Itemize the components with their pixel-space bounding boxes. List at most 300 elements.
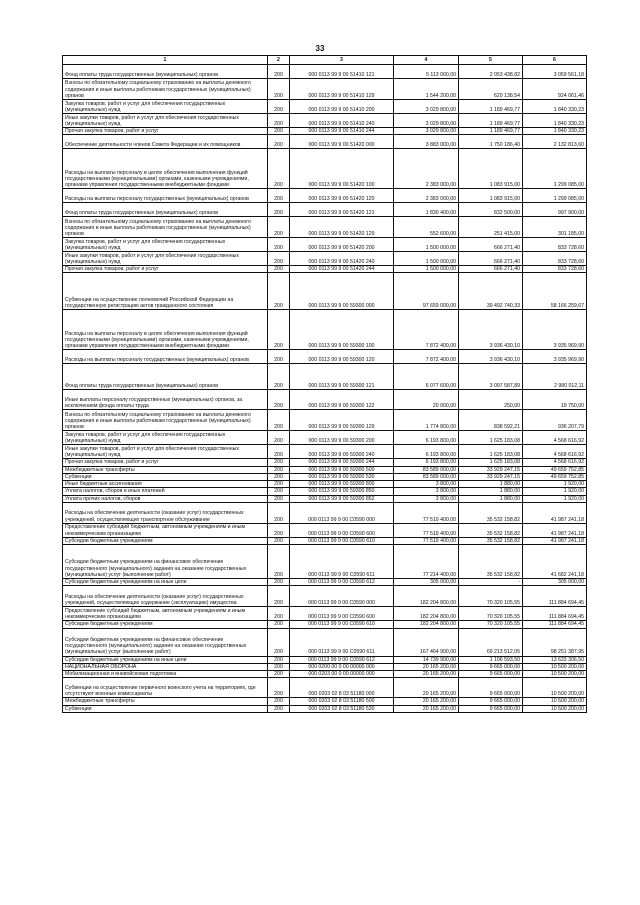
budget-classification-code-cell: 000 0113 99 9 00 51410 200 [290, 100, 394, 114]
line-code-cell: 200 [268, 481, 290, 488]
approved-amount-cell: 3 800,00 [394, 488, 459, 495]
table-row [63, 466, 587, 473]
table-row [63, 445, 587, 459]
budget-classification-code-cell: 000 0113 99 9 00 С0590 600 [290, 607, 394, 621]
approved-amount-cell: 182 204 800,00 [394, 586, 459, 607]
expense-name-cell: Расходы на выплаты персоналу в целях обеспечения выполнения функций государственными (муниципальными) органами, казенными учреждениями, органами управления государственными внебюджетными фондами [63, 149, 268, 189]
executed-amount-cell: 1 750 186,40 [459, 135, 523, 149]
approved-amount-cell: 77 519 400,00 [394, 502, 459, 523]
table-row [63, 628, 587, 656]
unexecuted-amount-cell: 1 840 330,23 [523, 100, 587, 114]
executed-amount-cell: 3 936 430,10 [459, 350, 523, 364]
unexecuted-amount-cell: 1 299 085,00 [523, 189, 587, 203]
executed-amount-cell: 3 936 430,10 [459, 310, 523, 350]
table-row [63, 663, 587, 670]
expense-name-cell: Субсидии бюджетным учреждениям [63, 537, 268, 544]
expense-name-cell: Иные закупки товаров, работ и услуг для обеспечения государственных (муниципальных) нужд [63, 445, 268, 459]
unexecuted-amount-cell: 4 568 616,92 [523, 431, 587, 445]
executed-amount-cell: 1 625 183,08 [459, 445, 523, 459]
executed-amount-cell: 2 053 438,82 [459, 65, 523, 79]
approved-amount-cell: 3 883 000,00 [394, 135, 459, 149]
budget-classification-code-cell: 000 0113 99 9 00 59300 244 [290, 459, 394, 466]
executed-amount-cell: 1 625 183,08 [459, 459, 523, 466]
unexecuted-amount-cell: 10 500 200,00 [523, 678, 587, 698]
executed-amount-cell: 666 271,40 [459, 266, 523, 273]
executed-amount-cell: 9 665 000,00 [459, 705, 523, 712]
budget-classification-code-cell: 000 0113 99 9 00 51420 000 [290, 135, 394, 149]
approved-amount-cell: 1 774 800,00 [394, 410, 459, 431]
budget-classification-code-cell: 000 0113 99 9 00 59300 500 [290, 466, 394, 473]
table-row [63, 410, 587, 431]
table-row [63, 238, 587, 252]
table-row [63, 266, 587, 273]
unexecuted-amount-cell: 1 840 330,23 [523, 114, 587, 128]
expense-name-cell: Прочая закупка товаров, работ и услуг [63, 128, 268, 135]
executed-amount-cell: 35 532 158,82 [459, 537, 523, 544]
expense-name-cell: Расходы на выплаты персоналу в целях обеспечения выполнения функций государственными (муниципальными) органами, казенными учреждениями, органами управления государственными внебюджетными фондами [63, 310, 268, 350]
budget-classification-code-cell: 000 0113 99 9 00 С0590 611 [290, 545, 394, 579]
approved-amount-cell: 20 165 200,00 [394, 698, 459, 705]
line-code-cell: 200 [268, 628, 290, 656]
approved-amount-cell: 305 000,00 [394, 579, 459, 586]
table-row [63, 135, 587, 149]
expense-name-cell: Обеспечение деятельности членов Совета Федерации и их помощников [63, 135, 268, 149]
line-code-cell: 200 [268, 217, 290, 238]
expense-name-cell: Взносы по обязательному социальному страхованию на выплаты денежного содержания и иные выплаты работникам государственных (муниципальных) органов [63, 217, 268, 238]
expense-name-cell: Субсидии бюджетным учреждениям на иные цели [63, 656, 268, 663]
line-code-cell: 200 [268, 390, 290, 410]
table-row [63, 621, 587, 628]
table-row [63, 671, 587, 678]
expense-name-cell: Субвенции на осуществление полномочий Российской Федерации на государственную регистрацию актов гражданского состояния [63, 273, 268, 310]
line-code-cell: 200 [268, 266, 290, 273]
table-row [63, 698, 587, 705]
line-code-cell: 200 [268, 671, 290, 678]
executed-amount-cell: 1 106 593,50 [459, 656, 523, 663]
executed-amount-cell: 35 532 158,82 [459, 545, 523, 579]
expense-name-cell: Иные выплаты персоналу государственных (муниципальных) органов, за исключением фонда оплаты труда [63, 390, 268, 410]
line-code-cell: 200 [268, 495, 290, 502]
table-row [63, 705, 587, 712]
line-code-cell: 200 [268, 79, 290, 100]
executed-amount-cell: 70 320 105,55 [459, 586, 523, 607]
approved-amount-cell: 182 204 800,00 [394, 621, 459, 628]
unexecuted-amount-cell: 4 568 616,92 [523, 445, 587, 459]
unexecuted-amount-cell: 1 920,00 [523, 481, 587, 488]
line-code-cell: 200 [268, 128, 290, 135]
approved-amount-cell: 6 077 600,00 [394, 364, 459, 390]
table-row [63, 217, 587, 238]
approved-amount-cell: 3 800,00 [394, 495, 459, 502]
line-code-cell: 200 [268, 579, 290, 586]
line-code-cell: 200 [268, 445, 290, 459]
executed-amount-cell: 1 083 915,00 [459, 149, 523, 189]
approved-amount-cell: 182 204 800,00 [394, 607, 459, 621]
expense-name-cell: Прочая закупка товаров, работ и услуг [63, 459, 268, 466]
executed-amount-cell: 9 665 000,00 [459, 698, 523, 705]
budget-classification-code-cell: 000 0113 99 9 00 51420 121 [290, 203, 394, 217]
executed-amount-cell: 250,00 [459, 390, 523, 410]
unexecuted-amount-cell: 2 980 012,11 [523, 364, 587, 390]
executed-amount-cell: 1 083 915,00 [459, 189, 523, 203]
unexecuted-amount-cell: 833 728,60 [523, 252, 587, 266]
expense-name-cell: Расходы на выплаты персоналу государственных (муниципальных) органов [63, 350, 268, 364]
unexecuted-amount-cell: 10 500 200,00 [523, 663, 587, 670]
header-cell: 3 [290, 56, 394, 65]
expense-name-cell: Закупка товаров, работ и услуг для обеспечения государственных (муниципальных) нужд [63, 238, 268, 252]
approved-amount-cell: 1 544 200,00 [394, 79, 459, 100]
budget-classification-code-cell: 000 0113 99 9 00 59300 000 [290, 273, 394, 310]
unexecuted-amount-cell: 49 659 752,85 [523, 466, 587, 473]
expense-name-cell: Иные закупки товаров, работ и услуг для обеспечения государственных (муниципальных) нужд [63, 252, 268, 266]
line-code-cell: 200 [268, 663, 290, 670]
table-row [63, 656, 587, 663]
approved-amount-cell: 7 872 400,00 [394, 350, 459, 364]
executed-amount-cell: 39 492 740,33 [459, 273, 523, 310]
expense-name-cell: Мобилизационная и вневойсковая подготовка [63, 671, 268, 678]
executed-amount-cell: 1 189 469,77 [459, 100, 523, 114]
unexecuted-amount-cell: 936 207,79 [523, 410, 587, 431]
line-code-cell: 200 [268, 656, 290, 663]
line-code-cell: 200 [268, 545, 290, 579]
table-row [63, 149, 587, 189]
expense-name-cell: Межбюджетные трансферты [63, 698, 268, 705]
budget-classification-code-cell: 000 0203 02 8 03 51180 500 [290, 698, 394, 705]
unexecuted-amount-cell: 1 840 330,23 [523, 128, 587, 135]
budget-classification-code-cell: 000 0113 99 9 00 59300 122 [290, 390, 394, 410]
budget-classification-code-cell: 000 0113 99 9 00 51410 121 [290, 65, 394, 79]
approved-amount-cell: 1 500 000,00 [394, 266, 459, 273]
executed-amount-cell: 1 880,00 [459, 488, 523, 495]
unexecuted-amount-cell: 10 500 200,00 [523, 698, 587, 705]
approved-amount-cell: 3 029 800,00 [394, 128, 459, 135]
budget-classification-code-cell: 000 0113 99 9 00 59300 121 [290, 364, 394, 390]
table-row [63, 586, 587, 607]
approved-amount-cell: 20 165 200,00 [394, 663, 459, 670]
budget-classification-code-cell: 000 0113 99 9 00 51420 120 [290, 189, 394, 203]
line-code-cell: 200 [268, 149, 290, 189]
unexecuted-amount-cell: 3 935 969,90 [523, 310, 587, 350]
line-code-cell: 200 [268, 698, 290, 705]
expense-name-cell: Расходы на обеспечение деятельности (оказание услуг) государственных учреждений, осуществляющих транспортное обслуживание [63, 502, 268, 523]
budget-classification-code-cell: 000 0113 99 9 00 С0590 610 [290, 621, 394, 628]
budget-execution-table [62, 55, 587, 713]
unexecuted-amount-cell: 41 987 241,18 [523, 502, 587, 523]
table-row [63, 431, 587, 445]
line-code-cell: 200 [268, 537, 290, 544]
executed-amount-cell: 838 592,21 [459, 410, 523, 431]
table-row [63, 607, 587, 621]
budget-classification-code-cell: 000 0113 99 9 00 51420 200 [290, 238, 394, 252]
budget-classification-code-cell: 000 0113 99 9 00 59300 800 [290, 481, 394, 488]
unexecuted-amount-cell: 833 728,60 [523, 238, 587, 252]
expense-name-cell: Иные бюджетные ассигнования [63, 481, 268, 488]
table-row [63, 473, 587, 480]
executed-amount-cell: 35 532 158,82 [459, 523, 523, 537]
budget-classification-code-cell: 000 0113 99 9 00 51420 129 [290, 217, 394, 238]
expense-name-cell: НАЦИОНАЛЬНАЯ ОБОРОНА [63, 663, 268, 670]
unexecuted-amount-cell: 997 900,00 [523, 203, 587, 217]
table-row [63, 310, 587, 350]
expense-name-cell: Субсидии бюджетным учреждениям на иные цели [63, 579, 268, 586]
budget-classification-code-cell: 000 0203 02 8 03 51180 530 [290, 705, 394, 712]
line-code-cell: 200 [268, 523, 290, 537]
executed-amount-cell: 9 665 000,00 [459, 678, 523, 698]
executed-amount-cell: 620 138,54 [459, 79, 523, 100]
line-code-cell: 200 [268, 135, 290, 149]
approved-amount-cell: 97 659 000,00 [394, 273, 459, 310]
line-code-cell: 200 [268, 410, 290, 431]
line-code-cell: 200 [268, 431, 290, 445]
unexecuted-amount-cell: 1 299 085,00 [523, 149, 587, 189]
budget-classification-code-cell: 000 0113 99 9 00 51410 244 [290, 128, 394, 135]
approved-amount-cell: 1 500 000,00 [394, 252, 459, 266]
table-row [63, 252, 587, 266]
executed-amount-cell: 666 271,40 [459, 252, 523, 266]
budget-classification-code-cell: 000 0113 99 9 00 59300 530 [290, 473, 394, 480]
executed-amount-cell: 35 532 158,82 [459, 502, 523, 523]
line-code-cell: 200 [268, 586, 290, 607]
expense-name-cell: Межбюджетные трансферты [63, 466, 268, 473]
line-code-cell: 200 [268, 114, 290, 128]
unexecuted-amount-cell: 111 884 694,45 [523, 586, 587, 607]
expense-name-cell: Субсидии бюджетным учреждениям на финансовое обеспечение государственного (муниципального) задания на оказание государственных (муниципальных) услуг (выполнение работ) [63, 545, 268, 579]
budget-classification-code-cell: 000 0113 99 9 00 51410 240 [290, 114, 394, 128]
executed-amount-cell: 69 213 512,05 [459, 628, 523, 656]
unexecuted-amount-cell: 924 061,46 [523, 79, 587, 100]
line-code-cell: 200 [268, 607, 290, 621]
budget-classification-code-cell: 000 0113 99 9 00 С0590 000 [290, 586, 394, 607]
line-code-cell: 200 [268, 203, 290, 217]
expense-name-cell: Предоставление субсидий бюджетным, автономным учреждениям и иным некоммерческим организациям [63, 607, 268, 621]
line-code-cell: 200 [268, 678, 290, 698]
expense-name-cell: Прочая закупка товаров, работ и услуг [63, 266, 268, 273]
executed-amount-cell: 70 320 105,55 [459, 621, 523, 628]
expense-name-cell: Субсидии бюджетным учреждениям [63, 621, 268, 628]
page-number: 33 [315, 44, 325, 53]
unexecuted-amount-cell: 41 987 241,18 [523, 523, 587, 537]
table-row [63, 364, 587, 390]
approved-amount-cell: 20 000,00 [394, 390, 459, 410]
line-code-cell: 200 [268, 65, 290, 79]
budget-classification-code-cell: 000 0203 02 8 03 51180 000 [290, 678, 394, 698]
line-code-cell: 200 [268, 273, 290, 310]
unexecuted-amount-cell: 1 920,00 [523, 488, 587, 495]
executed-amount-cell: 33 929 247,15 [459, 466, 523, 473]
expense-name-cell: Фонд оплаты труда государственных (муниципальных) органов [63, 65, 268, 79]
unexecuted-amount-cell: 1 920,00 [523, 495, 587, 502]
approved-amount-cell: 167 464 900,00 [394, 628, 459, 656]
budget-classification-code-cell: 000 0113 99 9 00 51420 240 [290, 252, 394, 266]
unexecuted-amount-cell: 49 659 752,85 [523, 473, 587, 480]
table-row [63, 502, 587, 523]
executed-amount-cell: 9 665 000,00 [459, 671, 523, 678]
expense-name-cell: Субвенции на осуществление первичного воинского учета на территориях, где отсутствуют военные комиссариаты [63, 678, 268, 698]
executed-amount-cell: 3 097 587,89 [459, 364, 523, 390]
approved-amount-cell: 3 029 800,00 [394, 114, 459, 128]
budget-classification-code-cell: 000 0113 99 9 00 59300 850 [290, 488, 394, 495]
approved-amount-cell: 83 589 000,00 [394, 473, 459, 480]
budget-classification-code-cell: 000 0203 00 0 00 00000 000 [290, 671, 394, 678]
approved-amount-cell: 77 519 400,00 [394, 537, 459, 544]
header-cell: 5 [459, 56, 523, 65]
executed-amount-cell: 1 880,00 [459, 495, 523, 502]
executed-amount-cell: 1 189 469,77 [459, 128, 523, 135]
budget-classification-code-cell: 000 0113 99 9 00 51410 129 [290, 79, 394, 100]
expense-name-cell: Взносы по обязательному социальному страхованию на выплаты денежного содержания и иные выплаты работникам государственных (муниципальных) органов [63, 410, 268, 431]
executed-amount-cell: - [459, 579, 523, 586]
expense-name-cell: Предоставление субсидий бюджетным, автономным учреждениям и иным некоммерческим организациям [63, 523, 268, 537]
table-row [63, 678, 587, 698]
budget-classification-code-cell: 000 0113 99 9 00 С0590 600 [290, 523, 394, 537]
executed-amount-cell: 9 665 000,00 [459, 663, 523, 670]
unexecuted-amount-cell: 3 935 969,90 [523, 350, 587, 364]
unexecuted-amount-cell: 4 568 616,92 [523, 459, 587, 466]
header-cell: 6 [523, 56, 587, 65]
approved-amount-cell: 20 165 200,00 [394, 705, 459, 712]
approved-amount-cell: 2 383 000,00 [394, 149, 459, 189]
table-row [63, 481, 587, 488]
approved-amount-cell: 5 113 000,00 [394, 65, 459, 79]
line-code-cell: 200 [268, 502, 290, 523]
approved-amount-cell: 3 800,00 [394, 481, 459, 488]
unexecuted-amount-cell: 10 500 200,00 [523, 671, 587, 678]
line-code-cell: 200 [268, 705, 290, 712]
table-row [63, 579, 587, 586]
line-code-cell: 200 [268, 238, 290, 252]
table-row [63, 537, 587, 544]
unexecuted-amount-cell: 41 987 241,18 [523, 537, 587, 544]
approved-amount-cell: 2 383 000,00 [394, 189, 459, 203]
approved-amount-cell: 6 193 800,00 [394, 431, 459, 445]
unexecuted-amount-cell: 3 059 561,18 [523, 65, 587, 79]
table-row [63, 100, 587, 114]
unexecuted-amount-cell: 111 884 694,45 [523, 621, 587, 628]
expense-name-cell: Уплата налогов, сборов и иных платежей [63, 488, 268, 495]
expense-name-cell: Закупка товаров, работ и услуг для обеспечения государственных (муниципальных) нужд [63, 100, 268, 114]
table-row [63, 189, 587, 203]
budget-classification-code-cell: 000 0113 99 9 00 59300 852 [290, 495, 394, 502]
line-code-cell: 200 [268, 488, 290, 495]
unexecuted-amount-cell: 305 000,00 [523, 579, 587, 586]
line-code-cell: 200 [268, 189, 290, 203]
budget-classification-code-cell: 000 0113 99 9 00 С0590 000 [290, 502, 394, 523]
expense-name-cell: Расходы на выплаты персоналу государственных (муниципальных) органов [63, 189, 268, 203]
header-cell: 4 [394, 56, 459, 65]
budget-classification-code-cell: 000 0113 99 9 00 59300 200 [290, 431, 394, 445]
column-numbers-row [63, 56, 587, 65]
expense-name-cell: Уплата прочих налогов, сборов [63, 495, 268, 502]
line-code-cell: 200 [268, 100, 290, 114]
unexecuted-amount-cell: 301 185,00 [523, 217, 587, 238]
table-row [63, 459, 587, 466]
approved-amount-cell: 7 872 400,00 [394, 310, 459, 350]
approved-amount-cell: 552 600,00 [394, 217, 459, 238]
budget-classification-code-cell: 000 0113 99 9 00 59300 100 [290, 310, 394, 350]
table-row [63, 128, 587, 135]
unexecuted-amount-cell: 833 728,60 [523, 266, 587, 273]
table-row [63, 114, 587, 128]
approved-amount-cell: 1 500 000,00 [394, 238, 459, 252]
executed-amount-cell: 666 271,40 [459, 238, 523, 252]
budget-classification-code-cell: 000 0113 99 9 00 С0590 612 [290, 656, 394, 663]
unexecuted-amount-cell: 111 884 694,45 [523, 607, 587, 621]
unexecuted-amount-cell: 19 750,00 [523, 390, 587, 410]
line-code-cell: 200 [268, 252, 290, 266]
table-row [63, 273, 587, 310]
table-row [63, 65, 587, 79]
unexecuted-amount-cell: 10 500 200,00 [523, 705, 587, 712]
unexecuted-amount-cell: 13 633 306,50 [523, 656, 587, 663]
table-row [63, 545, 587, 579]
line-code-cell: 200 [268, 466, 290, 473]
table-row [63, 488, 587, 495]
unexecuted-amount-cell: 98 251 387,95 [523, 628, 587, 656]
line-code-cell: 200 [268, 473, 290, 480]
line-code-cell: 200 [268, 459, 290, 466]
expense-name-cell: Фонд оплаты труда государственных (муниципальных) органов [63, 203, 268, 217]
budget-classification-code-cell: 000 0113 99 9 00 С0590 612 [290, 579, 394, 586]
executed-amount-cell: 33 929 247,15 [459, 473, 523, 480]
header-cell: 2 [268, 56, 290, 65]
approved-amount-cell: 83 589 000,00 [394, 466, 459, 473]
approved-amount-cell: 6 193 800,00 [394, 445, 459, 459]
budget-classification-code-cell: 000 0200 00 0 00 00000 000 [290, 663, 394, 670]
executed-amount-cell: 1 625 183,08 [459, 431, 523, 445]
approved-amount-cell: 77 214 400,00 [394, 545, 459, 579]
approved-amount-cell: 1 830 400,00 [394, 203, 459, 217]
expense-name-cell: Взносы по обязательному социальному страхованию на выплаты денежного содержания и иные выплаты работникам государственных (муниципальных) органов [63, 79, 268, 100]
table-row [63, 523, 587, 537]
unexecuted-amount-cell: 2 132 813,60 [523, 135, 587, 149]
header-cell: 1 [63, 56, 268, 65]
executed-amount-cell: 70 320 105,55 [459, 607, 523, 621]
table-row [63, 495, 587, 502]
approved-amount-cell: 77 519 400,00 [394, 523, 459, 537]
executed-amount-cell: 1 880,00 [459, 481, 523, 488]
expense-name-cell: Расходы на обеспечение деятельности (оказание услуг) государственных учреждений, осуществляющих содержание (эксплуатацию) имущества [63, 586, 268, 607]
budget-classification-code-cell: 000 0113 99 9 00 51420 244 [290, 266, 394, 273]
expense-name-cell: Фонд оплаты труда государственных (муниципальных) органов [63, 364, 268, 390]
approved-amount-cell: 14 739 900,00 [394, 656, 459, 663]
expense-name-cell: Субсидии бюджетным учреждениям на финансовое обеспечение государственного (муниципального) задания на оказание государственных (муниципальных) услуг (выполнение работ) [63, 628, 268, 656]
approved-amount-cell: 20 165 200,00 [394, 671, 459, 678]
table-row [63, 203, 587, 217]
executed-amount-cell: 251 415,00 [459, 217, 523, 238]
expense-name-cell: Иные закупки товаров, работ и услуг для обеспечения государственных (муниципальных) нужд [63, 114, 268, 128]
unexecuted-amount-cell: 58 166 259,67 [523, 273, 587, 310]
approved-amount-cell: 6 193 800,00 [394, 459, 459, 466]
approved-amount-cell: 3 029 800,00 [394, 100, 459, 114]
table-row [63, 390, 587, 410]
table-row [63, 79, 587, 100]
budget-classification-code-cell: 000 0113 99 9 00 59300 120 [290, 350, 394, 364]
budget-classification-code-cell: 000 0113 99 9 00 51420 100 [290, 149, 394, 189]
line-code-cell: 200 [268, 621, 290, 628]
unexecuted-amount-cell: 41 682 241,18 [523, 545, 587, 579]
expense-name-cell: Субвенции [63, 705, 268, 712]
expense-name-cell: Субвенции [63, 473, 268, 480]
line-code-cell: 200 [268, 350, 290, 364]
expense-name-cell: Закупка товаров, работ и услуг для обеспечения государственных (муниципальных) нужд [63, 431, 268, 445]
budget-classification-code-cell: 000 0113 99 9 00 С0590 611 [290, 628, 394, 656]
budget-classification-code-cell: 000 0113 99 9 00 59300 240 [290, 445, 394, 459]
budget-classification-code-cell: 000 0113 99 9 00 59300 129 [290, 410, 394, 431]
table-row [63, 350, 587, 364]
budget-classification-code-cell: 000 0113 99 9 00 С0590 610 [290, 537, 394, 544]
approved-amount-cell: 20 165 200,00 [394, 678, 459, 698]
executed-amount-cell: 1 189 469,77 [459, 114, 523, 128]
